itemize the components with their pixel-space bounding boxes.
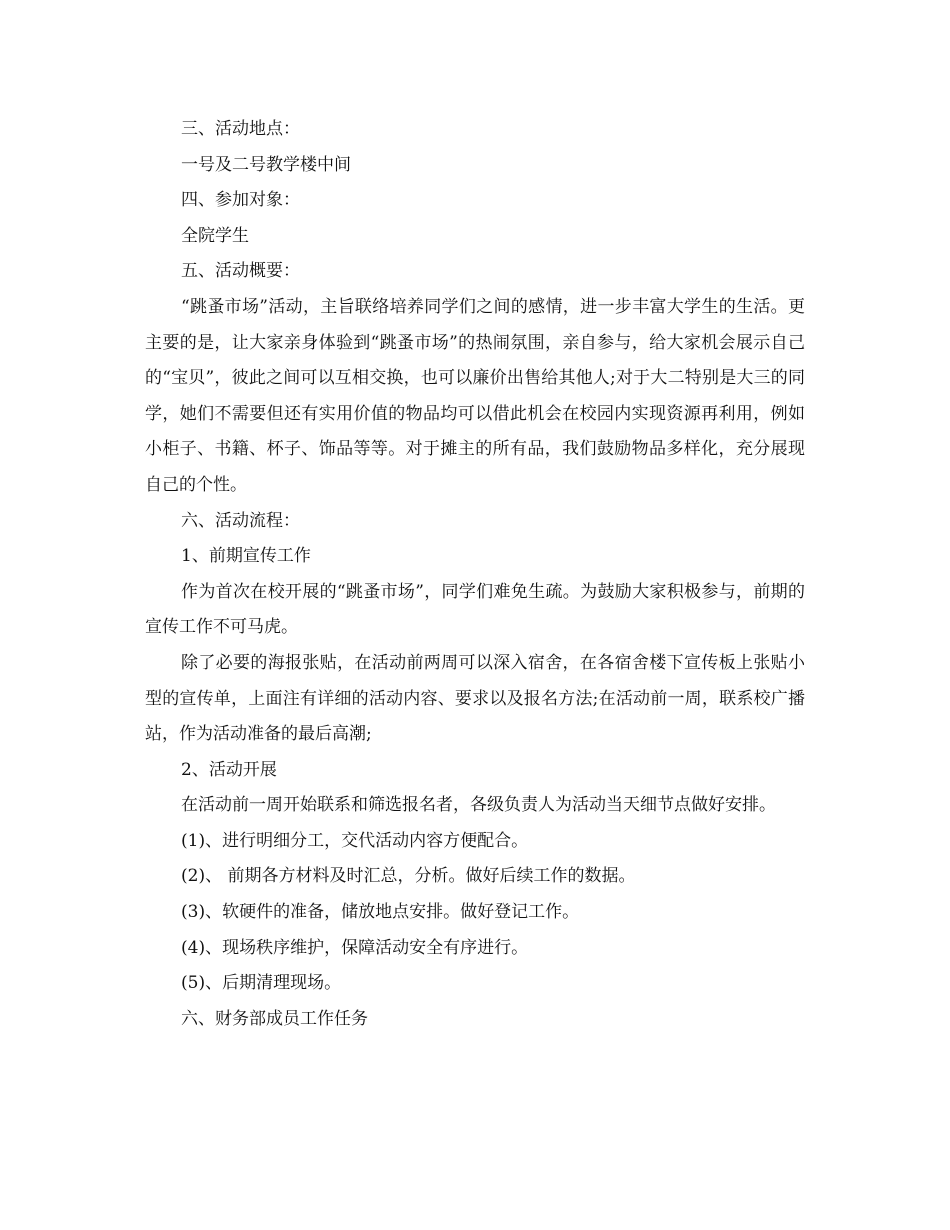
section-heading-location: 三、活动地点： xyxy=(181,119,300,139)
location-text: 一号及二号教学楼中间 xyxy=(181,154,351,175)
participants-text: 全院学生 xyxy=(181,225,249,246)
subheading-publicity: 1、前期宣传工作 xyxy=(181,546,311,567)
list-item-4: (4)、现场秩序维护，保障活动安全有序进行。 xyxy=(181,937,529,958)
section-heading-finance: 六、财务部成员工作任务 xyxy=(181,1008,368,1029)
publicity-paragraph-2: 除了必要的海报张贴，在活动前两周可以深入宿舍，在各宿舍楼下宣传板上张贴小型的宣传单，上面注有详细的活动内容、要求以及报名方法;在活动前一周，联系校广播站，作为活动准备的最后高潮; xyxy=(145,652,805,745)
subheading-activity: 2、活动开展 xyxy=(181,759,277,780)
overview-paragraph: “跳蚤市场”活动，主旨联络培养同学们之间的感情，进一步丰富大学生的生活。更主要的是，让大家亲身体验到“跳蚤市场”的热闹氛围，亲自参与，给大家机会展示自己的“宝贝”，彼此之间可以互相交换，也可以廉价出售给其他人;对于大二特别是大三的同学，她们不需要但还有实用价值的物品均可以借此机会在校园内实现资源再利用，例如小柜子、书籍、杯子、饰品等等。对于摊主的所有品，我们鼓励物品多样化，充分展现自己的个性。 xyxy=(145,296,805,495)
list-item-3: (3)、软硬件的准备，储放地点安排。做好登记工作。 xyxy=(181,902,580,923)
publicity-paragraph-1: 作为首次在校开展的“跳蚤市场”，同学们难免生疏。为鼓励大家积极参与，前期的宣传工作不可马虎。 xyxy=(145,581,805,638)
list-item-1: (1)、进行明细分工，交代活动内容方便配合。 xyxy=(181,830,529,851)
section-heading-overview: 五、活动概要： xyxy=(181,261,300,282)
list-item-2: (2)、 前期各方材料及时汇总，分析。做好后续工作的数据。 xyxy=(181,866,636,887)
section-heading-participants: 四、参加对象： xyxy=(181,190,300,211)
section-heading-process: 六、活动流程： xyxy=(181,510,300,531)
document-body xyxy=(145,112,805,1037)
list-item-5: (5)、后期清理现场。 xyxy=(181,973,342,994)
activity-paragraph: 在活动前一周开始联系和筛选报名者，各级负责人为活动当天细节点做好安排。 xyxy=(181,795,776,816)
